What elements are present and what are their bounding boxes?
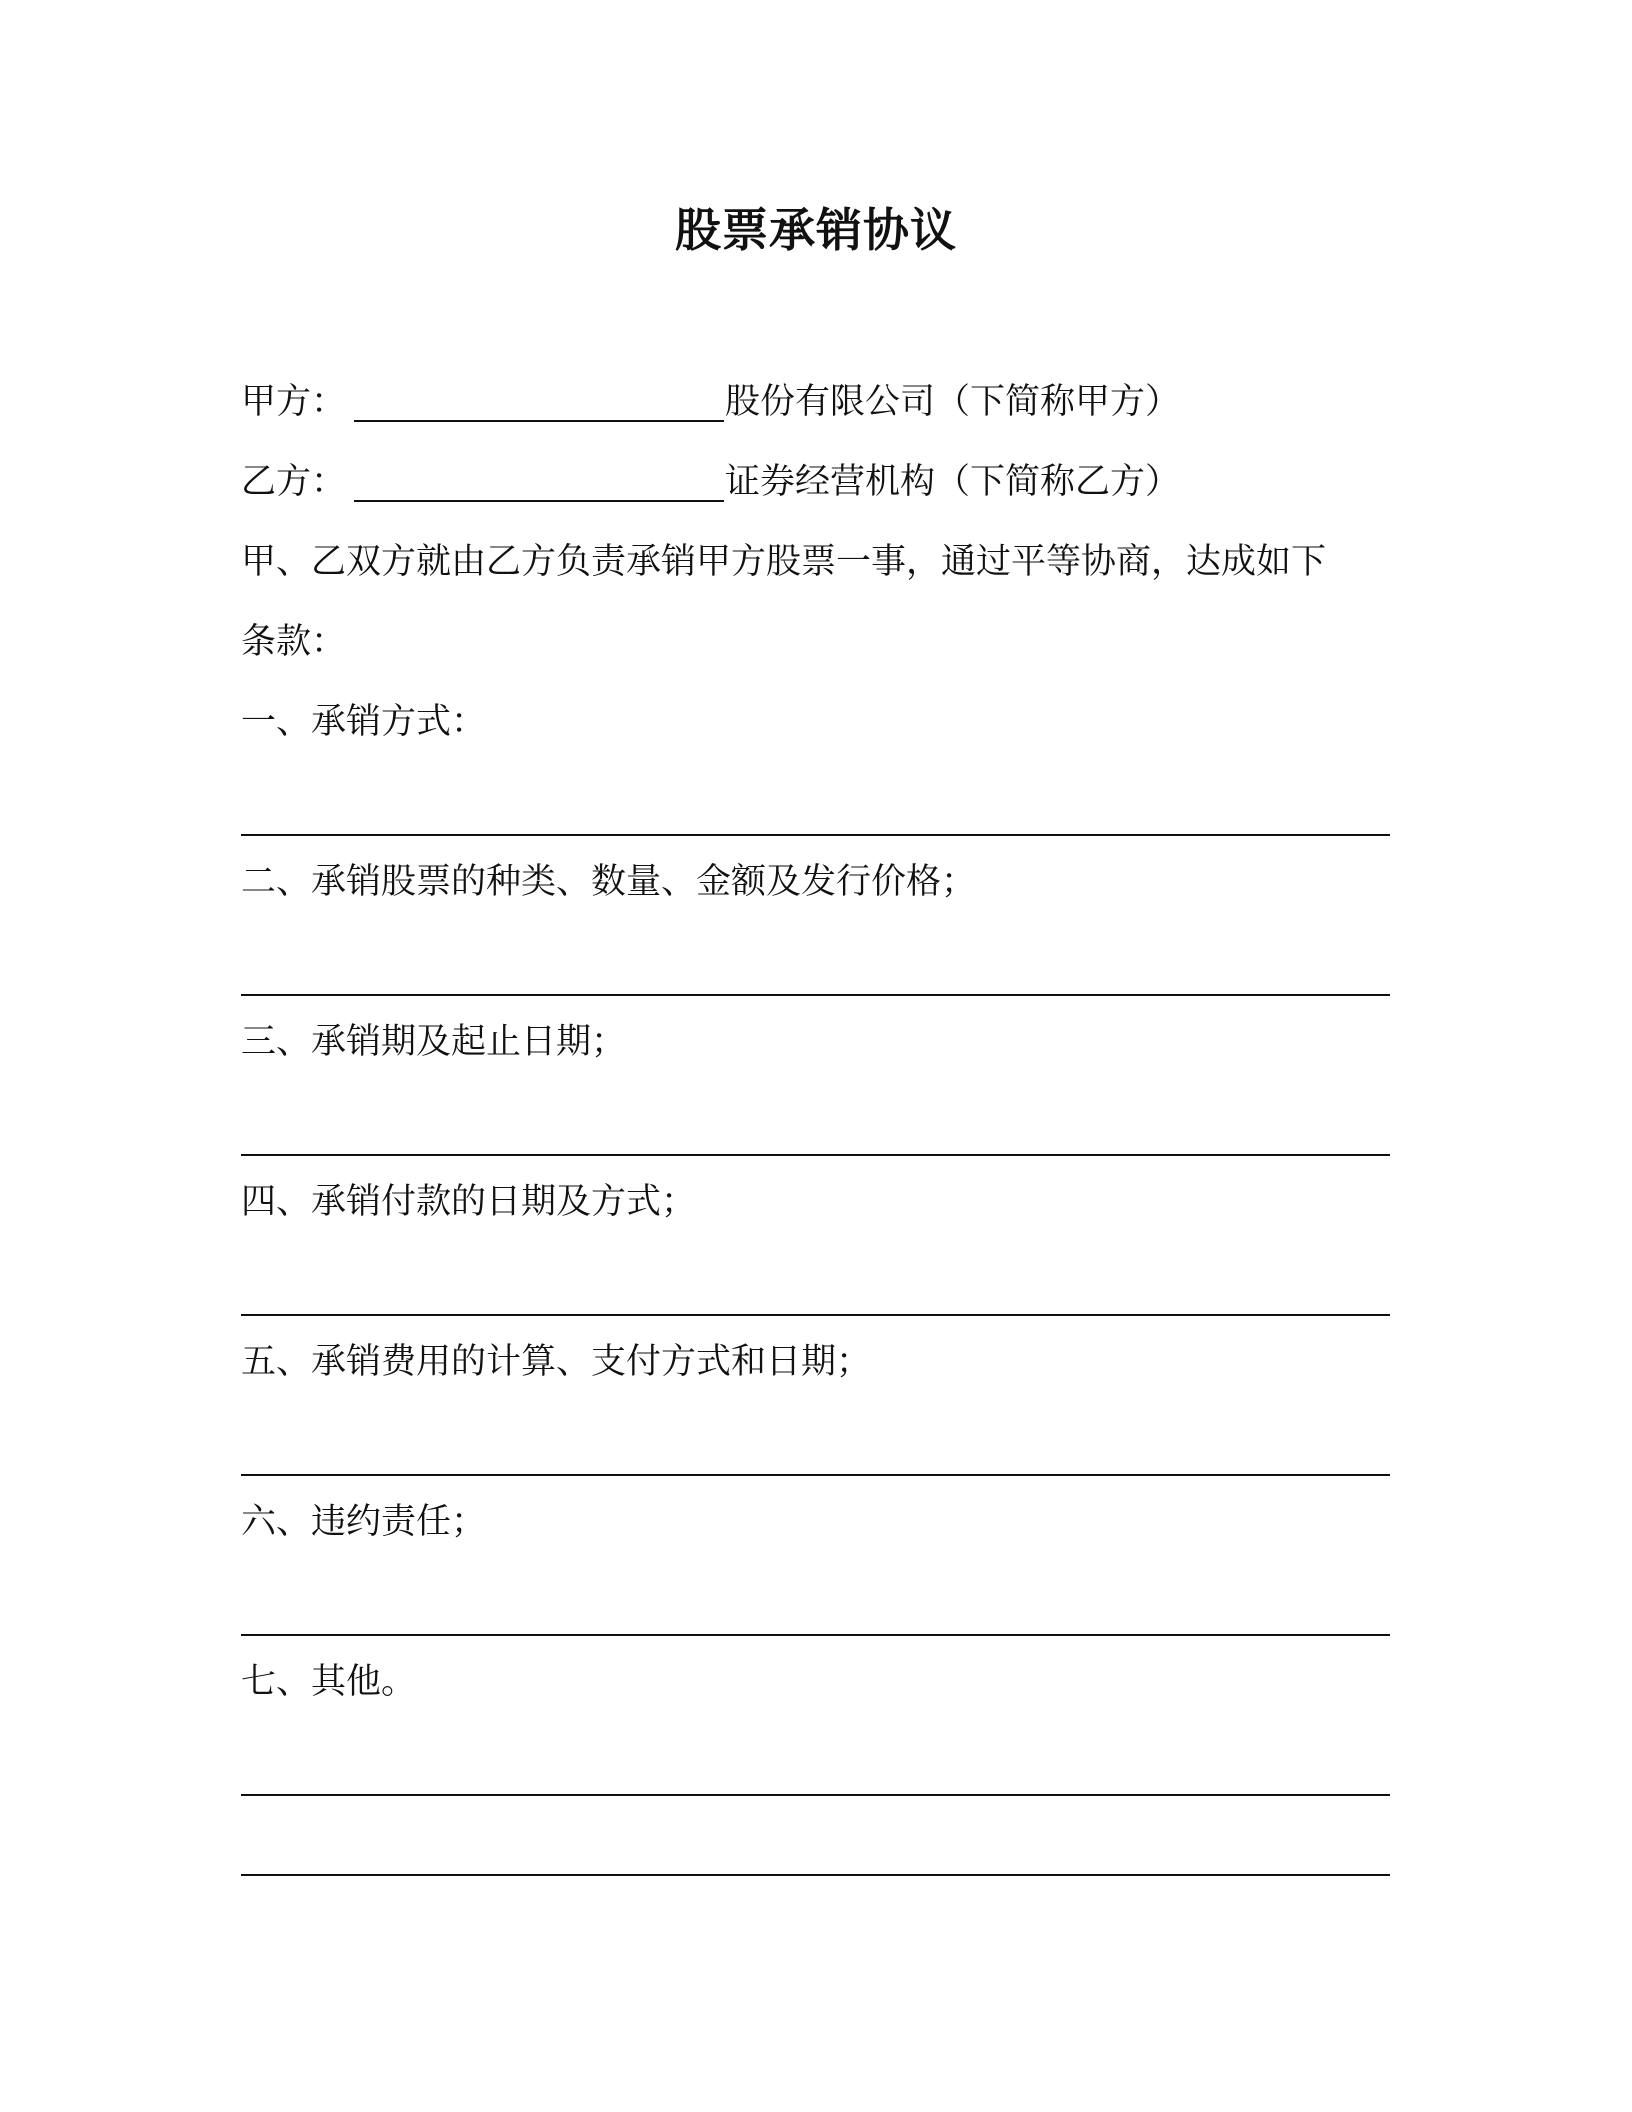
- clause-7: 七、其他。: [241, 1662, 417, 1702]
- clause-1-blank-line: [241, 834, 1390, 836]
- clause-2-blank-line: [241, 994, 1390, 996]
- party-b-line: [241, 460, 1181, 510]
- clause-6-blank-line: [241, 1634, 1390, 1636]
- intro-line-2: 条款：: [241, 622, 347, 662]
- party-b-suffix: 证券经营机构（下简称乙方）: [725, 462, 1181, 502]
- clause-5: 五、承销费用的计算、支付方式和日期；: [241, 1342, 872, 1382]
- intro-line-1: 甲、乙双方就由乙方负责承销甲方股票一事，通过平等协商，达成如下: [241, 542, 1327, 582]
- clause-7-blank-line-1: [241, 1794, 1390, 1796]
- clause-4-blank-line: [241, 1314, 1390, 1316]
- clause-6: 六、违约责任；: [241, 1502, 487, 1542]
- clause-2: 二、承销股票的种类、数量、金额及发行价格；: [241, 862, 977, 902]
- clause-7-blank-line-2: [241, 1874, 1390, 1876]
- party-a-suffix: 股份有限公司（下简称甲方）: [725, 382, 1181, 422]
- party-b-blank: [354, 500, 724, 502]
- clause-1: 一、承销方式：: [241, 702, 487, 742]
- party-a-label: 甲方：: [241, 382, 347, 422]
- party-a-line: [241, 380, 1181, 430]
- document-title: 股票承销协议: [675, 203, 957, 257]
- party-a-blank: [354, 420, 724, 422]
- party-b-label: 乙方：: [241, 462, 347, 502]
- clause-5-blank-line: [241, 1474, 1390, 1476]
- clause-3-blank-line: [241, 1154, 1390, 1156]
- clause-3: 三、承销期及起止日期；: [241, 1022, 627, 1062]
- clause-4: 四、承销付款的日期及方式；: [241, 1182, 697, 1222]
